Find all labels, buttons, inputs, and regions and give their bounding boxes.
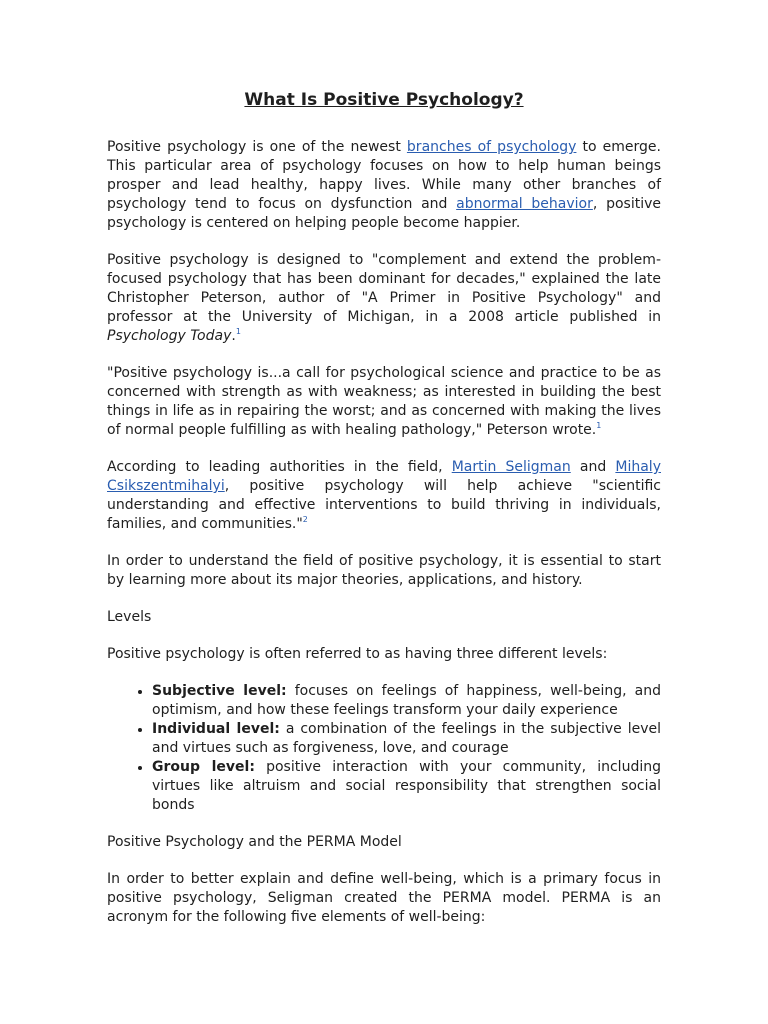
publication-title: Psychology Today: [107, 328, 232, 344]
paragraph-intro: Positive psychology is one of the newest branches of psychology to emerge. This particular area of psychology focuses on how to help human beings prosper and lead healthy, happy lives. While many other branches of psychology tend to focus on dysfunction and abnormal behavior, positive psychology is centered on helping people become happier.: [107, 139, 661, 231]
link-martin-seligman[interactable]: Martin Seligman: [451, 459, 571, 475]
levels-list: [107, 682, 661, 815]
document-page: [107, 88, 661, 945]
paragraph-levels-intro: Positive psychology is often referred to as having three different levels:: [107, 646, 608, 662]
page-title: What Is Positive Psychology?: [244, 90, 524, 110]
link-abnormal-behavior[interactable]: abnormal behavior: [456, 196, 593, 212]
footnote-ref-1b[interactable]: 1: [596, 421, 602, 430]
list-item: • Subjective level: focuses on feelings of happiness, well-being, and optimism, and how these feelings transform your daily experience: [152, 682, 661, 720]
paragraph-perma: In order to better explain and define well-being, which is a primary focus in positive psychology, Seligman created the PERMA model. PERMA is an acronym for the following five elements of well-being:: [107, 871, 661, 925]
paragraph-quote: "Positive psychology is...a call for psychological science and practice to be as concerned with strength as with weakness; as interested in building the best things in life as in repairing the worst; and as concerned with making the lives of normal people fulfilling as with healing pathology," Peterson wrote.$^1$: [107, 365, 661, 438]
footnote-ref-2[interactable]: 2: [302, 515, 308, 524]
section-heading-levels: Levels: [107, 609, 152, 625]
paragraph-authorities: According to leading authorities in the field, Martin Seligman and Mihaly Csikszentmihalyi, positive psychology will help achieve "scientific understanding and effective interventions to build thriving in individuals, families, and communities."$^2$: [107, 459, 661, 532]
list-item: • Group level: positive interaction with your community, including virtues like altruism and social responsibility that strengthen social bonds: [152, 758, 661, 815]
paragraph-understand: In order to understand the field of positive psychology, it is essential to start by learning more about its major theories, applications, and history.: [107, 553, 661, 588]
list-item: • Individual level: a combination of the feelings in the subjective level and virtues such as forgiveness, love, and courage: [152, 720, 661, 758]
footnote-ref-1[interactable]: 1: [235, 327, 241, 336]
paragraph-peterson: Positive psychology is designed to "complement and extend the problem-focused psychology that has been dominant for decades," explained the late Christopher Peterson, author of "A Primer in Positive Psychology" and professor at the University of Michigan, in a 2008 article published in Psychology Today.$^1$: [107, 252, 661, 344]
section-heading-perma: Positive Psychology and the PERMA Model: [107, 834, 402, 850]
link-branches-of-psychology[interactable]: branches of psychology: [406, 139, 577, 155]
link-mihaly-csikszentmihalyi[interactable]: Mihaly Csikszentmihalyi: [107, 459, 661, 494]
